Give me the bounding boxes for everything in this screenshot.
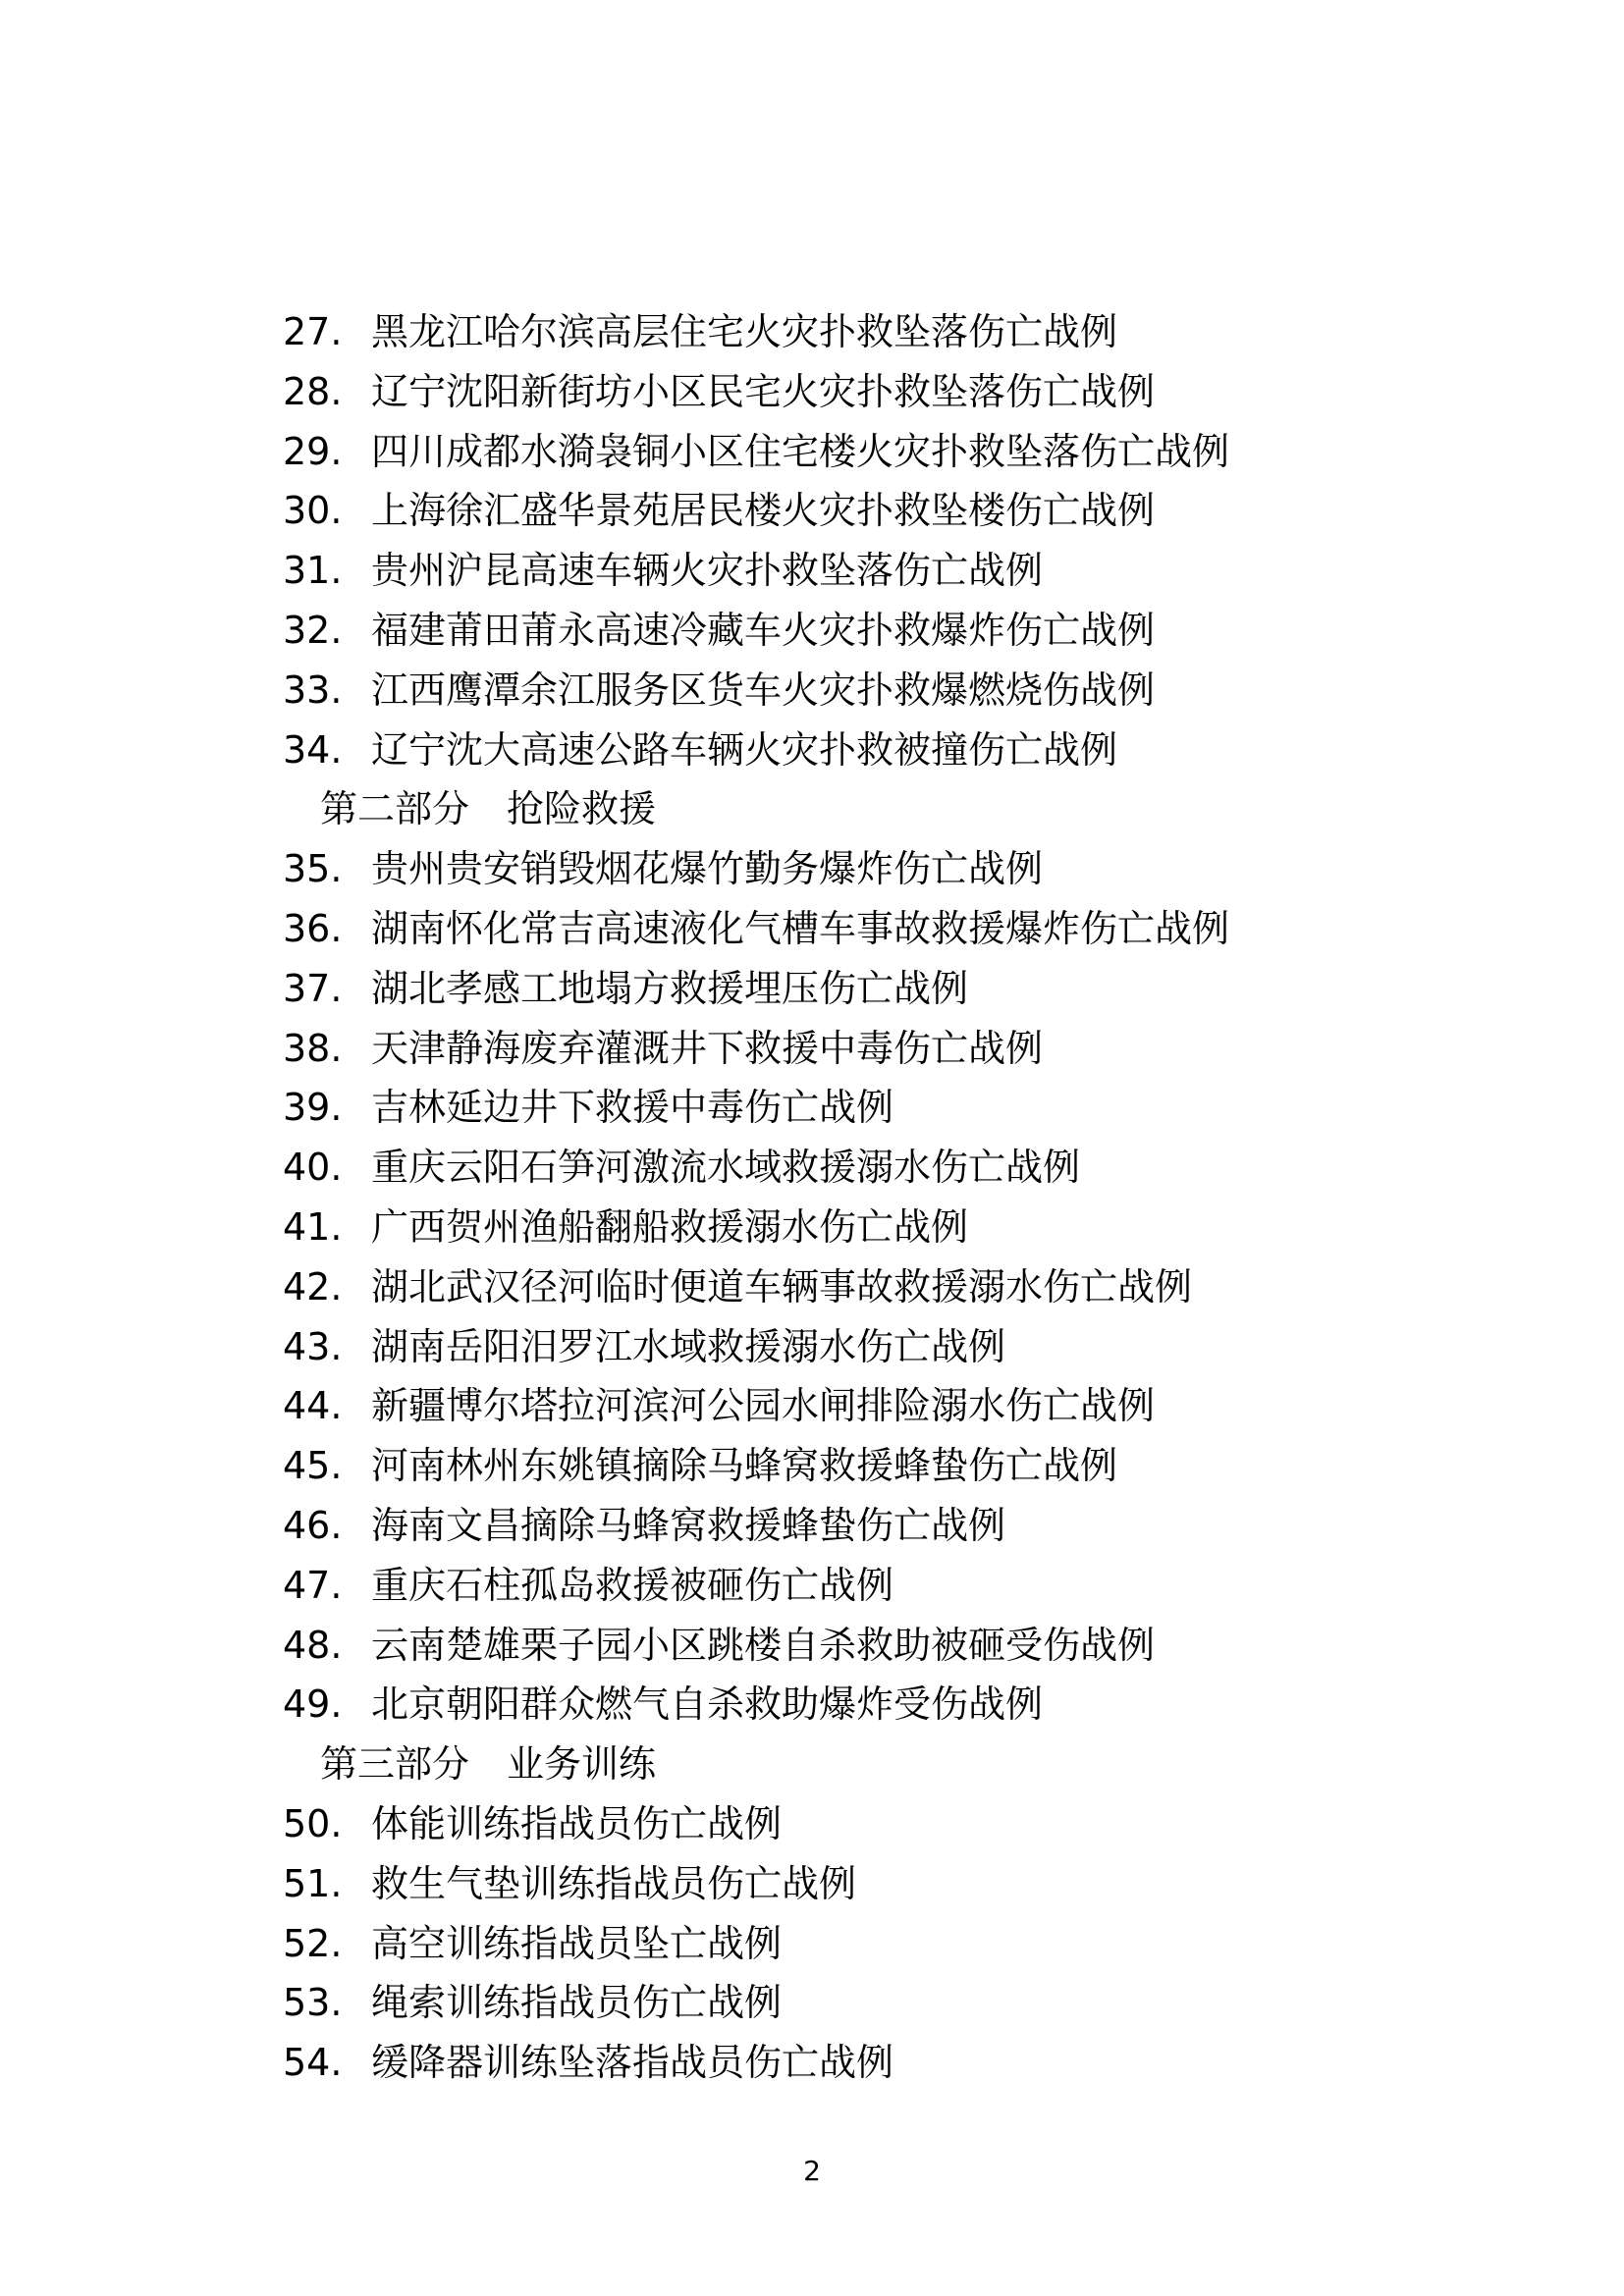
item-number: 47.: [283, 1563, 343, 1607]
page-number: 2: [803, 2155, 821, 2187]
item-number: 38.: [283, 1026, 343, 1070]
item-number: 36.: [283, 906, 343, 950]
toc-item: [283, 1556, 1229, 1616]
toc-item: [283, 899, 1229, 959]
section-name: 业务训练: [507, 1742, 657, 1787]
toc-item: [283, 1019, 1229, 1079]
toc-item: [283, 1317, 1229, 1377]
toc-item: [283, 1376, 1229, 1436]
item-title: 河南林州东姚镇摘除马蜂窝救援蜂蛰伤亡战例: [371, 1444, 1118, 1488]
item-number: 39.: [283, 1086, 343, 1130]
item-number: 44.: [283, 1384, 343, 1428]
item-number: 28.: [283, 369, 343, 413]
item-title: 天津静海废弃灌溉井下救援中毒伤亡战例: [371, 1026, 1044, 1070]
item-number: 42.: [283, 1264, 343, 1308]
item-number: 27.: [283, 310, 343, 353]
item-number: 49.: [283, 1682, 343, 1727]
toc-item: [283, 1973, 1229, 2033]
toc-item: [283, 959, 1229, 1019]
item-title: 贵州沪昆高速车辆火灾扑救坠落伤亡战例: [371, 549, 1044, 593]
toc-item: [283, 601, 1229, 661]
item-title: 福建莆田莆永高速冷藏车火灾扑救爆炸伤亡战例: [371, 608, 1156, 652]
item-title: 高空训练指战员坠亡战例: [371, 1921, 783, 1965]
item-number: 52.: [283, 1921, 343, 1965]
toc-item: [283, 1198, 1229, 1257]
item-title: 广西贺州渔船翻船救援溺水伤亡战例: [371, 1204, 969, 1249]
toc-item: [283, 1078, 1229, 1138]
item-title: 辽宁沈阳新街坊小区民宅火灾扑救坠落伤亡战例: [371, 369, 1156, 413]
item-title: 湖南怀化常吉高速液化气槽车事故救援爆炸伤亡战例: [371, 906, 1230, 950]
item-number: 33.: [283, 667, 343, 712]
item-title: 海南文昌摘除马蜂窝救援蜂蛰伤亡战例: [371, 1503, 1006, 1547]
toc-item: [283, 1794, 1229, 1854]
item-title: 体能训练指战员伤亡战例: [371, 1801, 783, 1845]
item-number: 48.: [283, 1623, 343, 1667]
item-title: 贵州贵安销毁烟花爆竹勤务爆炸伤亡战例: [371, 847, 1044, 891]
item-number: 46.: [283, 1503, 343, 1547]
item-title: 四川成都水漪袅铜小区住宅楼火灾扑救坠落伤亡战例: [371, 429, 1230, 473]
item-number: 53.: [283, 1981, 343, 2025]
item-title: 云南楚雄栗子园小区跳楼自杀救助被砸受伤战例: [371, 1623, 1156, 1667]
item-number: 40.: [283, 1146, 343, 1190]
item-number: 31.: [283, 549, 343, 593]
toc-item: [283, 661, 1229, 721]
toc-item: [283, 362, 1229, 422]
toc-item: [283, 2033, 1229, 2093]
item-title: 救生气垫训练指战员伤亡战例: [371, 1861, 857, 1905]
item-title: 上海徐汇盛华景苑居民楼火灾扑救坠楼伤亡战例: [371, 489, 1156, 533]
item-title: 重庆云阳石笋河激流水域救援溺水伤亡战例: [371, 1146, 1081, 1190]
item-title: 辽宁沈大高速公路车辆火灾扑救被撞伤亡战例: [371, 727, 1118, 772]
toc-item: [283, 1138, 1229, 1198]
toc-item: [283, 1914, 1229, 1974]
item-title: 新疆博尔塔拉河滨河公园水闸排险溺水伤亡战例: [371, 1384, 1156, 1428]
toc-item: [283, 1854, 1229, 1914]
toc-item: [283, 1675, 1229, 1735]
section-name: 抢险救援: [507, 787, 657, 831]
item-title: 黑龙江哈尔滨高层住宅火灾扑救坠落伤亡战例: [371, 310, 1118, 353]
item-title: 湖南岳阳汨罗江水域救援溺水伤亡战例: [371, 1324, 1006, 1368]
toc-item: [283, 1496, 1229, 1556]
item-title: 重庆石柱孤岛救援被砸伤亡战例: [371, 1563, 894, 1607]
item-number: 35.: [283, 847, 343, 891]
toc-item: [283, 541, 1229, 601]
toc-item: [283, 422, 1229, 482]
item-title: 缓降器训练坠落指战员伤亡战例: [371, 2041, 894, 2085]
toc-item: [283, 839, 1229, 899]
item-number: 51.: [283, 1861, 343, 1905]
section-label: 第二部分: [320, 787, 470, 831]
toc-item: [283, 302, 1229, 362]
toc-item: [283, 481, 1229, 541]
item-number: 41.: [283, 1204, 343, 1249]
section-heading-part3: [283, 1735, 1229, 1794]
toc-item: [283, 1436, 1229, 1496]
toc-item: [283, 721, 1229, 780]
item-number: 30.: [283, 489, 343, 533]
toc-item: [283, 1616, 1229, 1676]
item-number: 37.: [283, 966, 343, 1010]
item-title: 吉林延边井下救援中毒伤亡战例: [371, 1086, 894, 1130]
item-title: 江西鹰潭余江服务区货车火灾扑救爆燃烧伤战例: [371, 667, 1156, 712]
item-number: 32.: [283, 608, 343, 652]
item-title: 湖北武汉径河临时便道车辆事故救援溺水伤亡战例: [371, 1264, 1193, 1308]
toc-item: [283, 1257, 1229, 1317]
item-number: 45.: [283, 1444, 343, 1488]
item-number: 34.: [283, 727, 343, 772]
section-heading-part2: [283, 779, 1229, 839]
item-title: 北京朝阳群众燃气自杀救助爆炸受伤战例: [371, 1682, 1044, 1727]
item-number: 43.: [283, 1324, 343, 1368]
item-title: 湖北孝感工地塌方救援埋压伤亡战例: [371, 966, 969, 1010]
item-number: 29.: [283, 429, 343, 473]
item-number: 50.: [283, 1801, 343, 1845]
item-title: 绳索训练指战员伤亡战例: [371, 1981, 783, 2025]
item-number: 54.: [283, 2041, 343, 2085]
toc-list: [283, 302, 1229, 2093]
section-label: 第三部分: [320, 1742, 470, 1787]
